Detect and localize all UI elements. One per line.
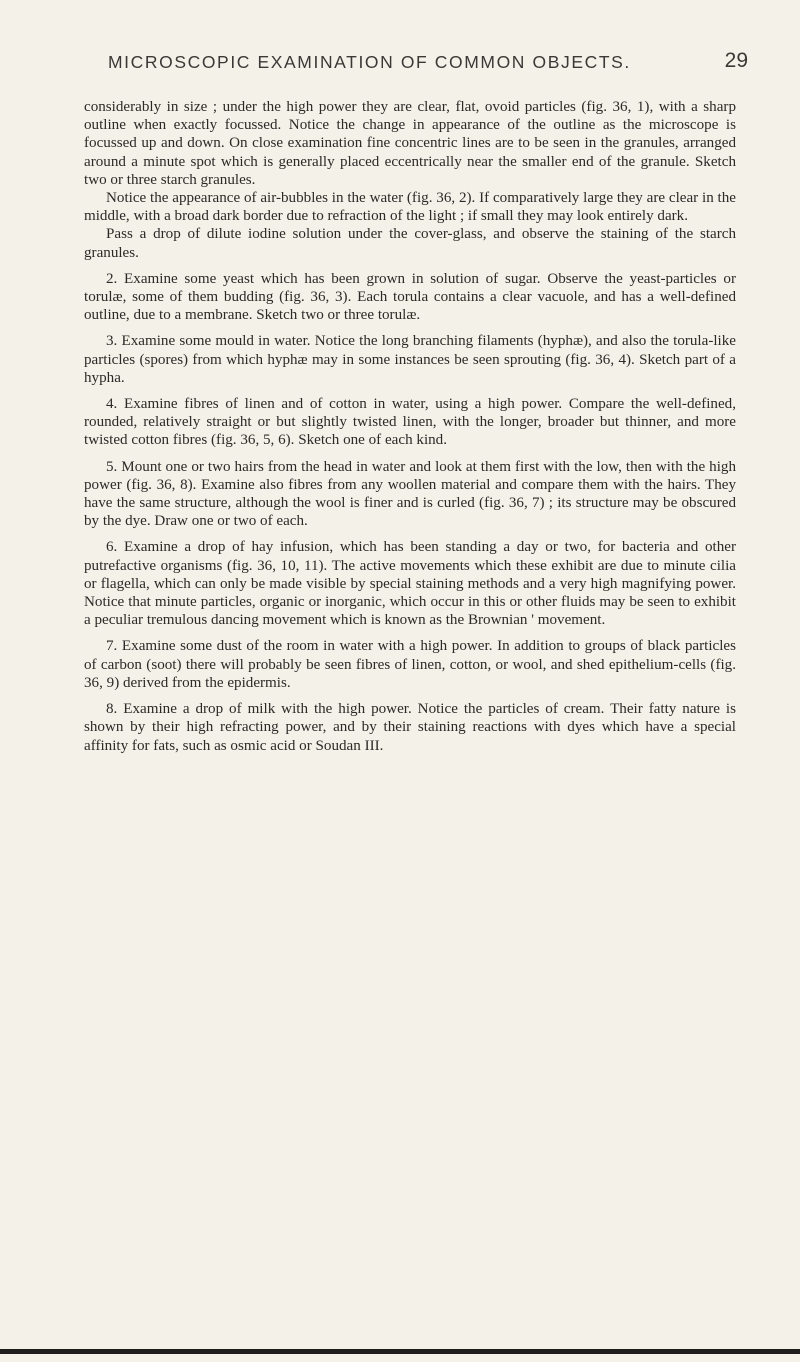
running-head (108, 49, 748, 76)
item-4-linen-cotton: 4. Examine fibres of linen and of cotton in water, using a high power. Compare the well-defined, rounded, relatively straight or but slightly twisted linen, with the longer, broader but thinner, and more twisted cotton fibres (fig. 36, 5, 6). Sketch one of each kind. (84, 396, 736, 449)
item-6-hay-infusion: 6. Examine a drop of hay infusion, which has been standing a day or two, for bacteria and other putrefactive organisms (fig. 36, 10, 11). The active movements which these exhibit are due to minute cilia or flagella, which can only be made visible by special staining methods and a very high magnifying power. Notice that minute particles, organic or inorganic, which occur in this or other fluids may be seen to exhibit a peculiar tremulous dancing movement which is known as the Brownian ' movement. (84, 539, 736, 629)
item-8-milk: 8. Examine a drop of milk with the high power. Notice the particles of cream. Their fatty nature is shown by their high refracting power, and by their staining reactions with dyes which have a special affinity for fats, such as osmic acid or Soudan III. (84, 701, 736, 754)
page-number: 29 (724, 49, 748, 72)
paragraph-starch-continued: considerably in size ; under the high power they are clear, flat, ovoid particles (fig. 36, 1), with a sharp outline when exactly focussed. Notice the change in appearance of the outline as the microscope is focussed up and down. On close examination fine concentric lines are to be seen in the granules, arranged around a minute spot which is generally placed eccentrically near the smaller end of the granule. Sketch two or three starch granules. (84, 99, 736, 188)
paragraph-air-bubbles: Notice the appearance of air-bubbles in the water (fig. 36, 2). If comparatively large they are clear in the middle, with a broad dark border due to refraction of the light ; if small they may look entirely dark. (84, 190, 736, 225)
running-title: MICROSCOPIC EXAMINATION OF COMMON OBJECTS. (108, 52, 631, 72)
paragraph-iodine-staining: Pass a drop of dilute iodine solution under the cover-glass, and observe the staining of the starch granules. (84, 226, 736, 261)
bottom-edge-rule (0, 1349, 800, 1354)
item-3-mould: 3. Examine some mould in water. Notice the long branching filaments (hyphæ), and also the torula-like particles (spores) from which hyphæ may in some instances be seen sprouting (fig. 36, 4). Sketch part of a hypha. (84, 333, 736, 386)
body-text (84, 98, 736, 755)
item-5-hairs-wool: 5. Mount one or two hairs from the head in water and look at them first with the low, then with the high power (fig. 36, 8). Examine also fibres from any woollen material and compare them with the hairs. They have the same structure, although the wool is finer and is curled (fig. 36, 7) ; its structure may be obscured by the dye. Draw one or two of each. (84, 458, 736, 530)
item-7-dust: 7. Examine some dust of the room in water with a high power. In addition to groups of black particles of carbon (soot) there will probably be seen fibres of linen, cotton, or wool, and shed epithelium-cells (fig. 36, 9) derived from the epidermis. (84, 638, 736, 691)
item-2-yeast: 2. Examine some yeast which has been grown in solution of sugar. Observe the yeast-particles or torulæ, some of them budding (fig. 36, 3). Each torula contains a clear vacuole, and has a well-defined outline, due to a membrane. Sketch two or three torulæ. (84, 270, 736, 324)
